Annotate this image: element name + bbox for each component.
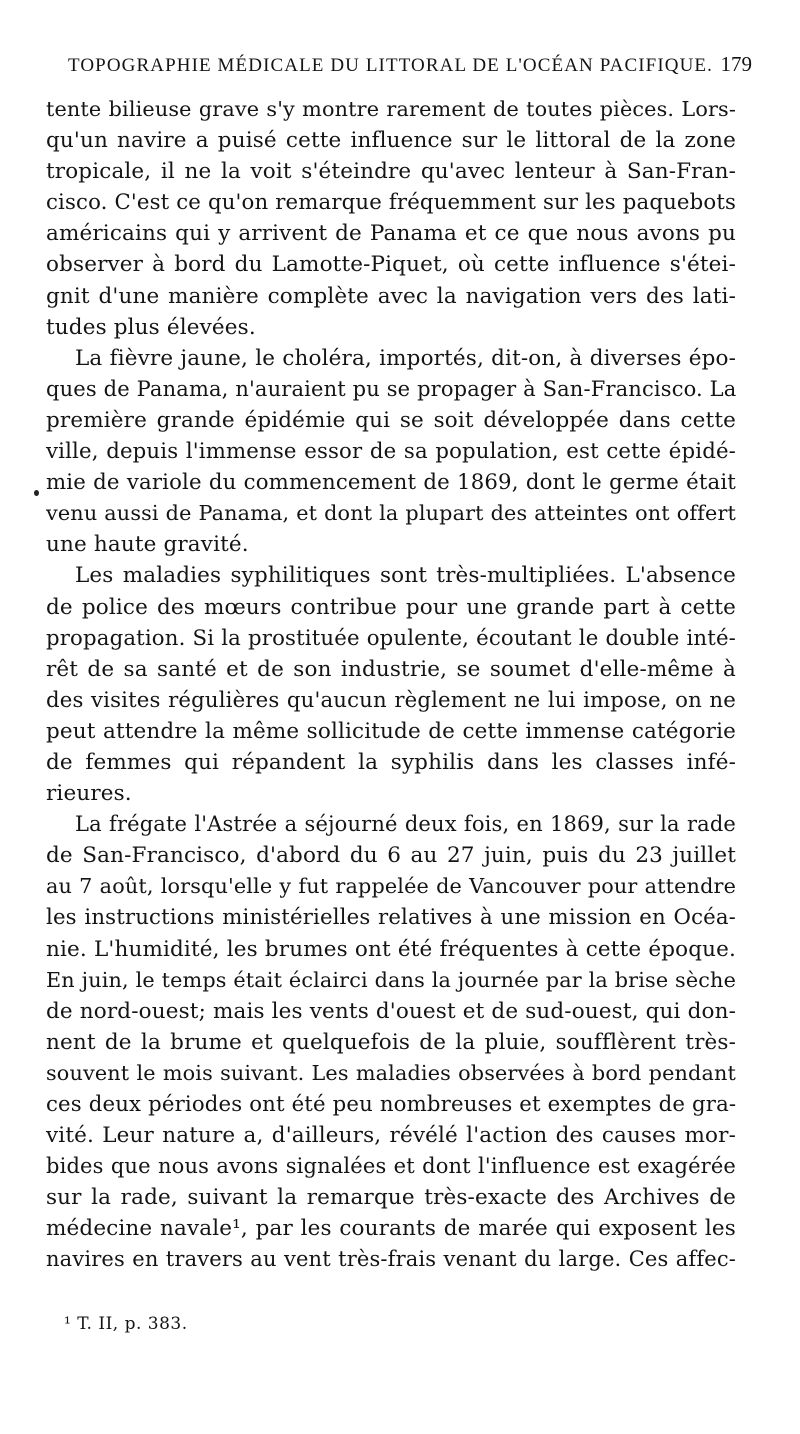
text-line: de femmes qui répandent la syphilis dans les classes infé- [46,749,736,775]
text-line: tente bilieuse grave s'y montre rarement de toutes pièces. Lors- [46,97,736,121]
text-line: ville, depuis l'immense essor de sa population, est cette épidé- [46,439,736,465]
text-line: les instructions ministérielles relatives à une mission en Océa- [46,905,736,931]
text-line: américains qui y arrivent de Panama et ce que nous avons pu [46,221,736,247]
text-line: Les maladies syphilitiques sont très-multipliées. L'absence [75,563,736,589]
text-line: mie de variole du commencement de 1869, dont le germe était [46,470,736,496]
text-line: souvent le mois suivant. Les maladies observées à bord pendant [46,1060,736,1085]
text-line: En juin, le temps était éclairci dans la journée par la brise sèche [46,967,736,992]
text-line: gnit d'une manière complète avec la navigation vers des lati- [46,283,736,309]
text-line: bides que nous avons signalées et dont l'influence est exagérée [46,1154,736,1179]
text-line: de police des mœurs contribue pour une grande part à cette [46,594,736,620]
running-header [68,52,752,77]
text-line: au 7 août, lorsqu'elle y fut rappelée de Vancouver pour attendre [46,874,736,899]
text-line: des visites régulières qu'aucun règlement ne lui impose, on ne [46,687,736,713]
text-line: rêt de sa santé et de son industrie, se soumet d'elle-même à [46,656,736,682]
text-line: médecine navale¹, par les courants de marée qui exposent les [46,1216,736,1242]
text-line: nent de la brume et quelquefois de la pluie, soufflèrent très- [46,1029,736,1055]
text-line: navires en travers au vent très-frais venant du large. Ces affec- [46,1247,736,1272]
page-number: 179 [720,52,752,76]
text-line: observer à bord du Lamotte-Piquet, où cette influence s'étei- [46,252,736,278]
text-line: tudes plus élevées. [46,314,256,340]
text-line: sur la rade, suivant la remarque très-exacte des Archives de [46,1185,736,1211]
text-line: propagation. Si la prostituée opulente, écoutant le double inté- [46,625,736,651]
margin-mark [34,490,39,496]
text-line: venu aussi de Panama, et dont la plupart des atteintes ont offert [46,501,736,526]
text-line: une haute gravité. [46,532,249,558]
running-title: TOPOGRAPHIE MÉDICALE DU LITTORAL DE L'OCÉAN PACIFIQUE. [68,55,713,76]
text-line: La fièvre jaune, le choléra, importés, dit-on, à diverses épo- [75,345,736,371]
text-line: ces deux périodes ont été peu nombreuses et exemptes de gra- [46,1092,737,1117]
text-line: vité. Leur nature a, d'ailleurs, révélé l'action des causes mor- [46,1123,736,1149]
body-text [46,94,736,1276]
text-line: de nord-ouest; mais les vents d'ouest et de sud-ouest, qui don- [46,998,736,1024]
text-line: qu'un navire a puisé cette influence sur le littoral de la zone [46,128,736,154]
footnote: ¹ T. II, p. 383. [64,1314,188,1334]
text-line: première grande épidémie qui se soit développée dans cette [46,407,736,433]
text-line: cisco. C'est ce qu'on remarque fréquemment sur les paquebots [46,190,737,216]
text-line: La frégate l'Astrée a séjourné deux fois, en 1869, sur la rade [75,812,736,837]
text-line: peut attendre la même sollicitude de cette immense catégorie [46,718,736,744]
text-line: tropicale, il ne la voit s'éteindre qu'avec lenteur à San-Fran- [46,159,736,185]
text-line: de San-Francisco, d'abord du 6 au 27 juin, puis du 23 juillet [46,843,736,869]
text-line: rieures. [46,781,132,807]
text-line: ques de Panama, n'auraient pu se propager à San-Francisco. La [46,376,737,401]
text-line: nie. L'humidité, les brumes ont été fréquentes à cette époque. [46,936,736,962]
